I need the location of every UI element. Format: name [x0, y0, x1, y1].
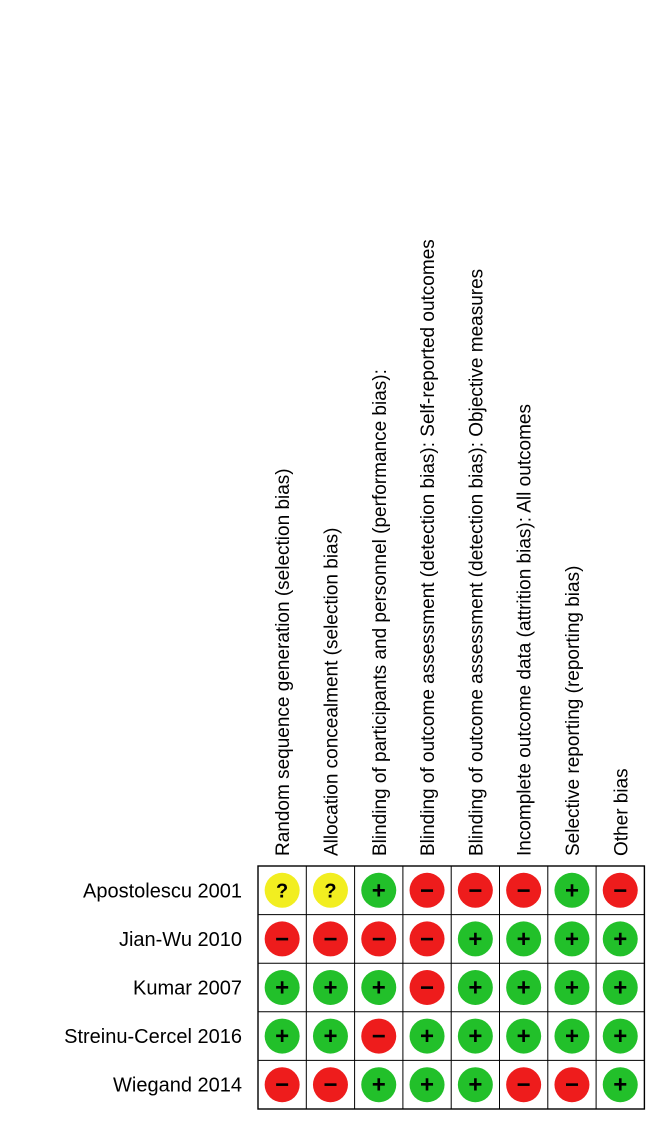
study-label: Wiegand 2014	[113, 1074, 242, 1097]
judgement-symbol: −	[323, 925, 338, 953]
judgement-low	[361, 873, 396, 908]
judgement-high	[603, 873, 638, 908]
judgement-symbol: +	[371, 877, 386, 905]
judgement-high	[554, 1067, 589, 1102]
judgement-high	[410, 873, 445, 908]
judgement-symbol: −	[371, 1023, 386, 1051]
study-label: Streinu-Cercel 2016	[64, 1026, 242, 1049]
domain-labels	[273, 239, 632, 856]
judgement-low	[506, 921, 541, 956]
judgement-symbol: +	[275, 1023, 290, 1051]
judgement-unclear	[313, 873, 348, 908]
study-label: Jian-Wu 2010	[118, 928, 242, 951]
domain-label: Other bias	[611, 768, 633, 856]
domain-label: Blinding of outcome assessment (detection bias): Objective measures	[466, 268, 488, 856]
judgement-symbol: +	[613, 1023, 628, 1051]
judgement-symbol: ?	[276, 880, 289, 903]
judgement-low	[603, 921, 638, 956]
judgement-low	[265, 970, 300, 1005]
judgement-symbol: −	[516, 877, 531, 905]
judgement-high	[265, 1067, 300, 1102]
judgement-symbol: +	[613, 1071, 628, 1099]
judgement-symbol: +	[613, 974, 628, 1002]
judgement-symbol: +	[613, 925, 628, 953]
judgement-unclear	[265, 873, 300, 908]
judgement-symbol: +	[468, 925, 483, 953]
judgement-low	[410, 1067, 445, 1102]
domain-label: Allocation concealment (selection bias)	[321, 527, 343, 856]
judgement-symbol: −	[468, 877, 483, 905]
judgement-symbol: +	[420, 1071, 435, 1099]
judgement-low	[265, 1019, 300, 1054]
judgement-low	[458, 1067, 493, 1102]
judgement-low	[554, 873, 589, 908]
judgement-high	[313, 1067, 348, 1102]
judgement-symbol: −	[420, 974, 435, 1002]
judgement-symbol: +	[323, 1023, 338, 1051]
judgement-high	[506, 1067, 541, 1102]
judgement-high	[361, 1019, 396, 1054]
study-label: Apostolescu 2001	[82, 880, 242, 903]
study-labels	[64, 880, 242, 1096]
judgement-symbol: +	[516, 974, 531, 1002]
judgement-symbol: −	[420, 877, 435, 905]
judgement-low	[506, 1019, 541, 1054]
judgement-symbol: +	[468, 1023, 483, 1051]
judgement-high	[506, 873, 541, 908]
study-label: Kumar 2007	[133, 977, 242, 1000]
judgement-high	[313, 921, 348, 956]
judgement-high	[458, 873, 493, 908]
judgement-symbol: +	[516, 925, 531, 953]
judgement-low	[313, 1019, 348, 1054]
judgement-symbol: +	[468, 1071, 483, 1099]
judgement-symbol: +	[371, 974, 386, 1002]
judgement-symbol: +	[564, 877, 579, 905]
judgement-symbol: −	[323, 1071, 338, 1099]
domain-label: Random sequence generation (selection bias)	[273, 468, 295, 856]
judgement-low	[603, 970, 638, 1005]
judgement-high	[410, 970, 445, 1005]
judgement-high	[361, 921, 396, 956]
judgement-symbol: −	[275, 1071, 290, 1099]
judgement-symbol: +	[468, 974, 483, 1002]
domain-label: Incomplete outcome data (attrition bias): All outcomes	[514, 403, 536, 856]
judgement-low	[410, 1019, 445, 1054]
judgement-symbol: −	[420, 925, 435, 953]
judgement-high	[410, 921, 445, 956]
judgement-symbol: −	[371, 925, 386, 953]
judgement-low	[554, 921, 589, 956]
judgement-low	[554, 970, 589, 1005]
judgement-symbol: −	[613, 877, 628, 905]
domain-label: Blinding of participants and personnel (performance bias):	[369, 369, 391, 856]
judgement-low	[506, 970, 541, 1005]
judgement-symbol: −	[564, 1071, 579, 1099]
judgement-symbol: +	[564, 1023, 579, 1051]
judgement-low	[458, 1019, 493, 1054]
judgement-symbol: +	[275, 974, 290, 1002]
judgement-low	[554, 1019, 589, 1054]
judgement-symbol: +	[516, 1023, 531, 1051]
judgement-low	[313, 970, 348, 1005]
judgement-low	[603, 1067, 638, 1102]
judgement-low	[458, 921, 493, 956]
domain-label: Selective reporting (reporting bias)	[562, 565, 584, 856]
judgement-high	[265, 921, 300, 956]
judgement-symbol: +	[564, 925, 579, 953]
judgement-low	[603, 1019, 638, 1054]
judgement-low	[361, 970, 396, 1005]
judgement-symbol: ?	[324, 880, 337, 903]
judgement-low	[361, 1067, 396, 1102]
judgement-symbol: −	[516, 1071, 531, 1099]
judgement-low	[458, 970, 493, 1005]
judgement-symbol: +	[371, 1071, 386, 1099]
judgement-symbol: −	[275, 925, 290, 953]
judgement-symbol: +	[420, 1023, 435, 1051]
domain-label: Blinding of outcome assessment (detection bias): Self-reported outcomes	[418, 239, 440, 856]
judgement-symbol: +	[323, 974, 338, 1002]
judgement-symbol: +	[564, 974, 579, 1002]
